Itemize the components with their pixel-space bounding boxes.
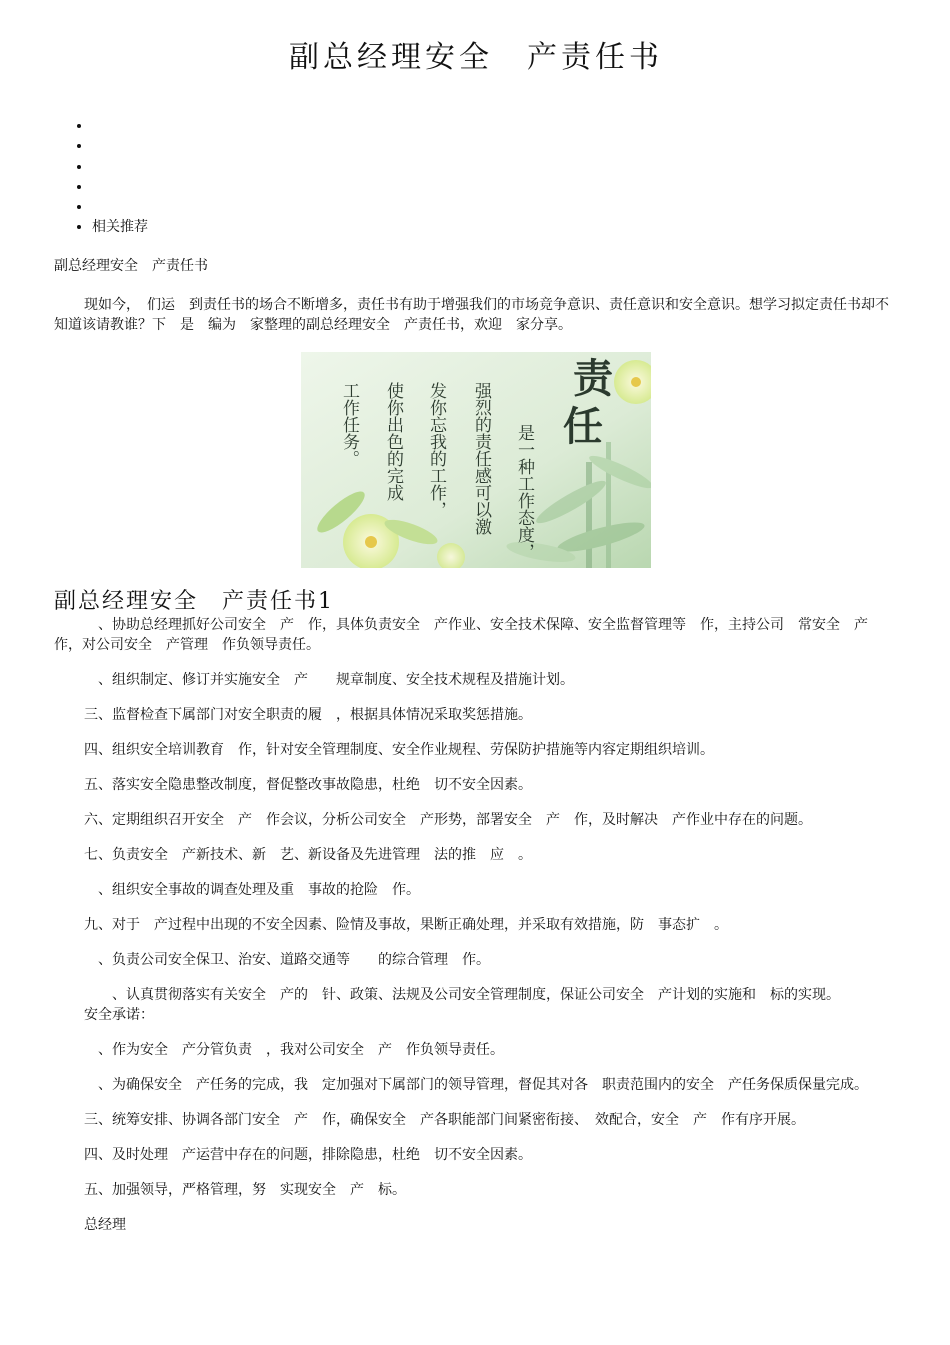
duty-item: 、组织制定、修订并实施安全 产 规章制度、安全技术规程及措施计划。 (84, 671, 574, 688)
page-title: 副总经理安全 产责任书 (289, 40, 663, 75)
illustration-col-3: 发你忘我的工作， (426, 381, 446, 518)
duty-item: 、认真贯彻落实有关安全 产的 针、政策、法规及公司安全管理制度，保证公司安全 产计划的实施和 标的实现。 (84, 986, 840, 1003)
signature: 总经理 (84, 1216, 126, 1233)
duty-item: 四、组织安全培训教育 作，针对安全管理制度、安全作业规程、劳保防护措施等内容定期组织培训。 (84, 741, 714, 758)
illustration-big-char-1: 责 (573, 354, 613, 402)
duty-item: 三、监督检查下属部门对安全职责的履 ，根据具体情况采取奖惩措施。 (84, 706, 532, 723)
responsibility-illustration (301, 352, 651, 568)
duty-item: 七、负责安全 产新技术、新 艺、新设备及先进管理 法的推 应 。 (84, 846, 532, 863)
toc-list (54, 116, 898, 238)
intro-paragraph: 现如今， 们运 到责任书的场合不断增多，责任书有助于增强我们的市场竞争意识、责任意识和安全意识。想学习拟定责任书却不知道该请教谁？下 是 编为 家整理的副总经理安全 产责任书，欢迎 家分享。 (54, 296, 889, 333)
duty-item: 、负责公司安全保卫、治安、道路交通等 的综合管理 作。 (84, 951, 490, 968)
toc-item[interactable] (92, 136, 898, 156)
toc-item-related[interactable]: • 相关推荐 (92, 217, 898, 237)
duty-list (54, 615, 898, 1005)
commitment-item: 四、及时处理 产运营中存在的问题，排除隐患，杜绝 切不安全因素。 (84, 1146, 532, 1163)
commitment-item: 、作为安全 产分管负责 ，我对公司安全 产 作负领导责任。 (84, 1041, 504, 1058)
toc-item[interactable] (92, 116, 898, 136)
duty-item: 九、对于 产过程中出现的不安全因素、险情及事故，果断正确处理，并采取有效措施，防 事态扩 。 (84, 916, 728, 933)
illustration-big-char-2: 任 (563, 402, 603, 450)
commitment-heading: 安全承诺： (84, 1006, 154, 1023)
duty-item: 五、落实安全隐患整改制度，督促整改事故隐患，杜绝 切不安全因素。 (84, 776, 532, 793)
toc-item[interactable] (92, 157, 898, 177)
duty-item: 、组织安全事故的调查处理及重 事故的抢险 作。 (84, 881, 420, 898)
illustration-svg (301, 352, 651, 568)
commitment-item: 五、加强领导，严格管理，努 实现安全 产 标。 (84, 1181, 406, 1198)
duty-item: 、协助总经理抓好公司安全 产 作，具体负责安全 产作业、安全技术保障、安全监督管理等 作，主持公司 常安全 产 作，对公司安全 产管理 作负领导责任。 (54, 616, 882, 653)
section-heading: 副总经理安全 产责任书1 (54, 588, 334, 614)
commitment-section (54, 1005, 898, 1235)
toc-item[interactable] (92, 197, 898, 217)
commitment-item: 三、统筹安排、协调各部门安全 产 作，确保安全 产各职能部门间紧密衔接、 效配合，安全 产 作有序开展。 (84, 1111, 805, 1128)
subtitle: 副总经理安全 产责任书 (54, 257, 208, 274)
duty-item: 六、定期组织召开安全 产 作会议，分析公司安全 产形势，部署安全 产 作，及时解决 产作业中存在的问题。 (84, 811, 812, 828)
illustration-col-1: 是一种工作态度， (514, 423, 534, 560)
toc-item[interactable] (92, 177, 898, 197)
commitment-item: 、为确保安全 产任务的完成，我 定加强对下属部门的领导管理，督促其对各 职责范围内的安全 产任务保质保量完成。 (84, 1076, 868, 1093)
illustration-col-2: 强烈的责任感可以激 (471, 381, 491, 535)
illustration-col-5: 工作任务。 (339, 381, 359, 467)
illustration-col-4: 使你出色的完成 (383, 381, 403, 501)
